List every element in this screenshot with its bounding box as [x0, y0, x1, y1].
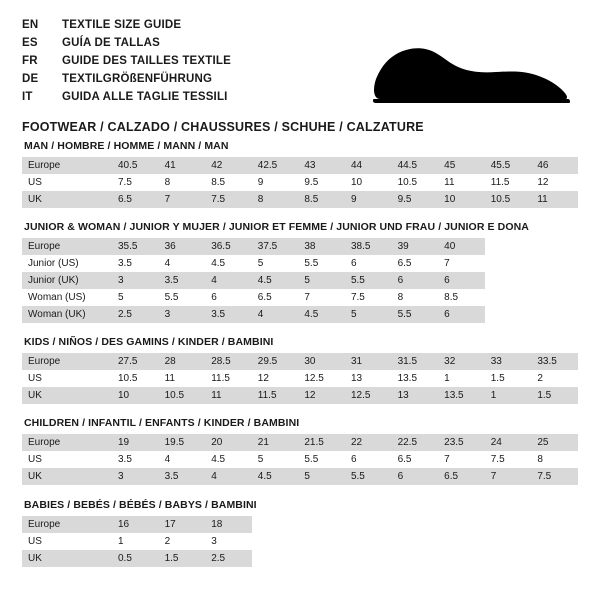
size-cell: 5: [112, 289, 159, 306]
size-cell: [485, 533, 532, 550]
size-cell: 12: [531, 174, 578, 191]
size-cell: 42: [205, 157, 252, 174]
size-cell: 7: [298, 289, 345, 306]
size-cell: 10.5: [112, 370, 159, 387]
size-cell: 21: [252, 434, 299, 451]
table-row: [22, 516, 578, 533]
size-cell: 7: [438, 451, 485, 468]
size-cell: 29.5: [252, 353, 299, 370]
size-cell: 5.5: [345, 468, 392, 485]
row-label: Europe: [22, 238, 112, 255]
size-cell: [485, 550, 532, 567]
table-row: [22, 451, 578, 468]
size-cell: 10.5: [159, 387, 206, 404]
size-cell: 37.5: [252, 238, 299, 255]
size-cell: 11.5: [205, 370, 252, 387]
size-cell: 28.5: [205, 353, 252, 370]
section-title: CHILDREN / INFANTIL / ENFANTS / KINDER / BAMBINI: [24, 417, 300, 429]
size-cell: 7.5: [205, 191, 252, 208]
size-section-children: [22, 404, 578, 485]
size-cell: 4.5: [252, 468, 299, 485]
size-cell: 40.5: [112, 157, 159, 174]
table-row: [22, 533, 578, 550]
row-label: UK: [22, 468, 112, 485]
size-sections: [22, 108, 578, 567]
table-row: [22, 370, 578, 387]
row-label: Woman (US): [22, 289, 112, 306]
size-cell: 8.5: [298, 191, 345, 208]
size-cell: 8.5: [205, 174, 252, 191]
language-guide-title: TEXTILGRÖßENFÜHRUNG: [62, 73, 213, 85]
size-cell: 8: [159, 174, 206, 191]
category-line: FOOTWEAR / CALZADO / CHAUSSURES / SCHUHE / CALZATURE: [22, 120, 424, 134]
row-label: US: [22, 533, 112, 550]
size-cell: [485, 306, 532, 323]
table-row: [22, 255, 578, 272]
size-cell: [438, 516, 485, 533]
size-cell: 5: [252, 255, 299, 272]
size-cell: 45: [438, 157, 485, 174]
size-cell: [345, 516, 392, 533]
size-cell: 6: [438, 306, 485, 323]
size-cell: 5: [252, 451, 299, 468]
size-cell: 10: [345, 174, 392, 191]
language-row: [22, 16, 578, 34]
size-cell: 10: [438, 191, 485, 208]
size-cell: 5.5: [159, 289, 206, 306]
size-cell: 7: [485, 468, 532, 485]
size-cell: [531, 255, 578, 272]
size-cell: 38.5: [345, 238, 392, 255]
size-cell: 21.5: [298, 434, 345, 451]
section-title: JUNIOR & WOMAN / JUNIOR Y MUJER / JUNIOR ET FEMME / JUNIOR UND FRAU / JUNIOR E DONA: [24, 221, 529, 233]
size-cell: 10: [112, 387, 159, 404]
size-cell: [531, 306, 578, 323]
size-cell: 3: [112, 272, 159, 289]
row-label: US: [22, 174, 112, 191]
table-row: [22, 550, 578, 567]
size-cell: 13.5: [438, 387, 485, 404]
size-cell: [485, 516, 532, 533]
size-cell: [252, 550, 299, 567]
size-cell: 36: [159, 238, 206, 255]
table-row: [22, 468, 578, 485]
size-cell: 3: [205, 533, 252, 550]
size-cell: [345, 550, 392, 567]
size-cell: 23.5: [438, 434, 485, 451]
size-cell: 3.5: [159, 468, 206, 485]
size-cell: [298, 550, 345, 567]
size-cell: 1.5: [531, 387, 578, 404]
size-cell: 11: [531, 191, 578, 208]
size-cell: 24: [485, 434, 532, 451]
row-label: UK: [22, 550, 112, 567]
size-cell: 3: [159, 306, 206, 323]
table-row: [22, 272, 578, 289]
size-cell: 6: [345, 451, 392, 468]
size-cell: [531, 533, 578, 550]
size-cell: [485, 255, 532, 272]
size-cell: 4.5: [252, 272, 299, 289]
language-code: EN: [22, 19, 39, 31]
row-label: Europe: [22, 353, 112, 370]
size-cell: 13.5: [392, 370, 439, 387]
language-guide-title: GUIDE DES TAILLES TEXTILE: [62, 55, 231, 67]
size-cell: 6.5: [112, 191, 159, 208]
size-cell: 22.5: [392, 434, 439, 451]
size-cell: 27.5: [112, 353, 159, 370]
table-row: [22, 387, 578, 404]
size-cell: 4.5: [205, 451, 252, 468]
language-guide-title: GUÍA DE TALLAS: [62, 37, 160, 49]
size-cell: 5: [298, 272, 345, 289]
size-cell: 40: [438, 238, 485, 255]
row-label: Europe: [22, 516, 112, 533]
row-label: Europe: [22, 434, 112, 451]
row-label: UK: [22, 191, 112, 208]
row-label: US: [22, 370, 112, 387]
size-cell: 5.5: [392, 306, 439, 323]
size-cell: [531, 289, 578, 306]
size-cell: 31.5: [392, 353, 439, 370]
size-cell: 9.5: [392, 191, 439, 208]
document-header: [22, 16, 578, 134]
size-cell: [438, 550, 485, 567]
size-cell: 3.5: [205, 306, 252, 323]
size-cell: 6.5: [392, 451, 439, 468]
size-cell: 36.5: [205, 238, 252, 255]
size-table: [22, 516, 578, 567]
size-cell: 2.5: [205, 550, 252, 567]
language-code: DE: [22, 73, 39, 85]
size-cell: 19.5: [159, 434, 206, 451]
size-cell: 44: [345, 157, 392, 174]
size-cell: 3.5: [159, 272, 206, 289]
size-cell: [392, 550, 439, 567]
size-cell: 5.5: [298, 255, 345, 272]
language-guide-title: TEXTILE SIZE GUIDE: [62, 19, 182, 31]
size-cell: 46: [531, 157, 578, 174]
size-cell: 17: [159, 516, 206, 533]
size-cell: 8: [392, 289, 439, 306]
size-section-babies: [22, 485, 578, 567]
table-row: [22, 434, 578, 451]
size-cell: 4: [205, 272, 252, 289]
section-title: BABIES / BEBÉS / BÉBÉS / BABYS / BAMBINI: [24, 499, 257, 511]
size-cell: 3.5: [112, 451, 159, 468]
size-cell: 11.5: [252, 387, 299, 404]
size-cell: 9: [345, 191, 392, 208]
size-cell: 1.5: [159, 550, 206, 567]
size-cell: 5.5: [298, 451, 345, 468]
size-cell: [252, 533, 299, 550]
size-cell: 3.5: [112, 255, 159, 272]
size-cell: 5: [345, 306, 392, 323]
table-row: [22, 174, 578, 191]
size-cell: 13: [345, 370, 392, 387]
row-label: UK: [22, 387, 112, 404]
size-cell: 19: [112, 434, 159, 451]
size-table: [22, 434, 578, 485]
size-cell: 6.5: [252, 289, 299, 306]
size-cell: 41: [159, 157, 206, 174]
size-cell: 4: [205, 468, 252, 485]
size-cell: [485, 238, 532, 255]
table-row: [22, 191, 578, 208]
size-cell: [438, 533, 485, 550]
table-row: [22, 289, 578, 306]
size-cell: 12: [298, 387, 345, 404]
table-row: [22, 353, 578, 370]
size-cell: [392, 516, 439, 533]
size-cell: 6: [392, 272, 439, 289]
size-cell: 32: [438, 353, 485, 370]
row-label: Junior (US): [22, 255, 112, 272]
size-cell: 8: [252, 191, 299, 208]
size-cell: 2.5: [112, 306, 159, 323]
table-row: [22, 238, 578, 255]
size-cell: 6: [345, 255, 392, 272]
size-cell: 1.5: [485, 370, 532, 387]
size-cell: 7: [438, 255, 485, 272]
size-cell: 33.5: [531, 353, 578, 370]
size-cell: 1: [438, 370, 485, 387]
size-cell: 7.5: [485, 451, 532, 468]
size-cell: 6: [392, 468, 439, 485]
size-cell: 5: [298, 468, 345, 485]
size-cell: [531, 238, 578, 255]
size-cell: 39: [392, 238, 439, 255]
row-label: Woman (UK): [22, 306, 112, 323]
size-cell: 12.5: [298, 370, 345, 387]
size-cell: 38: [298, 238, 345, 255]
size-cell: 7: [159, 191, 206, 208]
size-cell: 43: [298, 157, 345, 174]
size-cell: 4: [159, 451, 206, 468]
size-cell: 45.5: [485, 157, 532, 174]
size-cell: 7.5: [345, 289, 392, 306]
size-cell: 13: [392, 387, 439, 404]
size-cell: [531, 516, 578, 533]
size-cell: [298, 516, 345, 533]
language-code: IT: [22, 91, 33, 103]
size-cell: 9: [252, 174, 299, 191]
section-title: KIDS / NIÑOS / DES GAMINS / KINDER / BAMBINI: [24, 336, 274, 348]
size-cell: 4.5: [298, 306, 345, 323]
size-cell: 3: [112, 468, 159, 485]
size-table: [22, 157, 578, 208]
language-code: ES: [22, 37, 38, 49]
size-cell: 30: [298, 353, 345, 370]
size-cell: 0.5: [112, 550, 159, 567]
size-section-junior-woman: [22, 208, 578, 323]
size-cell: 6: [438, 272, 485, 289]
language-guide-title: GUIDA ALLE TAGLIE TESSILI: [62, 91, 228, 103]
size-cell: 31: [345, 353, 392, 370]
size-cell: 9.5: [298, 174, 345, 191]
size-cell: 11: [438, 174, 485, 191]
language-code: FR: [22, 55, 38, 67]
size-cell: 4: [252, 306, 299, 323]
size-cell: 35.5: [112, 238, 159, 255]
size-cell: [485, 272, 532, 289]
table-row: [22, 306, 578, 323]
size-cell: [531, 550, 578, 567]
row-label: Europe: [22, 157, 112, 174]
section-title: MAN / HOMBRE / HOMME / MANN / MAN: [24, 140, 229, 152]
size-cell: 33: [485, 353, 532, 370]
size-cell: 11: [159, 370, 206, 387]
size-section-kids: [22, 323, 578, 404]
size-cell: 6.5: [438, 468, 485, 485]
size-cell: [298, 533, 345, 550]
size-cell: 1: [485, 387, 532, 404]
table-row: [22, 157, 578, 174]
size-cell: 42.5: [252, 157, 299, 174]
size-cell: 5.5: [345, 272, 392, 289]
size-table: [22, 353, 578, 404]
size-cell: 4.5: [205, 255, 252, 272]
size-cell: 44.5: [392, 157, 439, 174]
row-label: US: [22, 451, 112, 468]
size-cell: 4: [159, 255, 206, 272]
size-cell: 11: [205, 387, 252, 404]
size-cell: 12: [252, 370, 299, 387]
size-cell: 6.5: [392, 255, 439, 272]
size-cell: [485, 289, 532, 306]
size-cell: 1: [112, 533, 159, 550]
row-label: Junior (UK): [22, 272, 112, 289]
size-cell: 6: [205, 289, 252, 306]
size-cell: 20: [205, 434, 252, 451]
size-cell: 8.5: [438, 289, 485, 306]
size-table: [22, 238, 578, 323]
size-cell: [392, 533, 439, 550]
size-cell: 18: [205, 516, 252, 533]
size-cell: 2: [159, 533, 206, 550]
size-cell: 28: [159, 353, 206, 370]
size-cell: 16: [112, 516, 159, 533]
size-cell: 25: [531, 434, 578, 451]
size-cell: 22: [345, 434, 392, 451]
size-cell: 12.5: [345, 387, 392, 404]
size-cell: 8: [531, 451, 578, 468]
size-cell: 7.5: [112, 174, 159, 191]
size-cell: 10.5: [392, 174, 439, 191]
size-cell: 7.5: [531, 468, 578, 485]
size-cell: 10.5: [485, 191, 532, 208]
size-cell: 11.5: [485, 174, 532, 191]
size-cell: 2: [531, 370, 578, 387]
size-cell: [345, 533, 392, 550]
size-cell: [531, 272, 578, 289]
dress-shoe-icon: [372, 38, 572, 104]
size-cell: [252, 516, 299, 533]
